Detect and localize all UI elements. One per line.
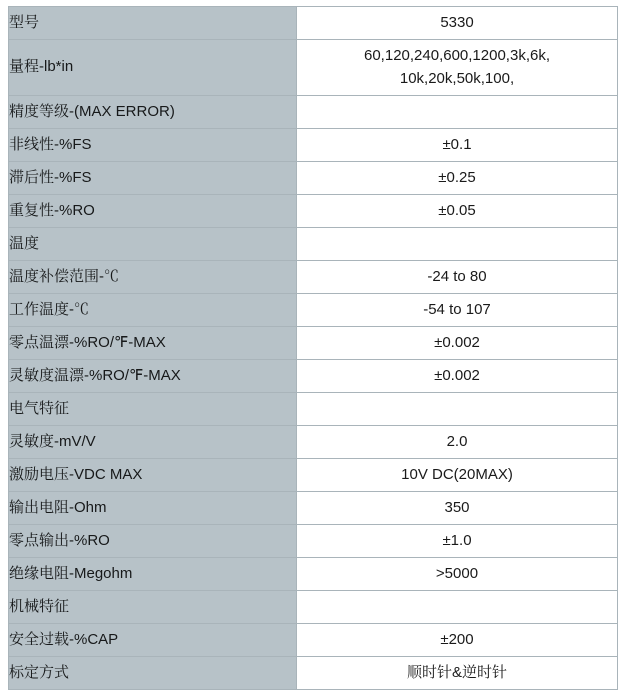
row-label: 电气特征 [9, 392, 297, 425]
table-row [9, 458, 618, 491]
row-label: 温度 [9, 227, 297, 260]
table-row [9, 194, 618, 227]
row-value: ±0.1 [297, 128, 618, 161]
row-label: 零点温漂-%RO/℉-MAX [9, 326, 297, 359]
row-value: ±0.25 [297, 161, 618, 194]
row-value [297, 40, 618, 96]
table-row [9, 326, 618, 359]
row-value: 2.0 [297, 425, 618, 458]
row-label: 工作温度-℃ [9, 293, 297, 326]
table-row [9, 293, 618, 326]
specification-table-body [9, 7, 618, 690]
table-row [9, 260, 618, 293]
row-value [297, 590, 618, 623]
row-label: 安全过载-%CAP [9, 623, 297, 656]
row-label: 标定方式 [9, 656, 297, 689]
row-label: 输出电阻-Ohm [9, 491, 297, 524]
row-label: 机械特征 [9, 590, 297, 623]
row-value-line: 10k,20k,50k,100, [399, 70, 515, 88]
row-label: 精度等级-(MAX ERROR) [9, 95, 297, 128]
row-value [297, 227, 618, 260]
row-value: ±0.002 [297, 326, 618, 359]
row-label: 温度补偿范围-℃ [9, 260, 297, 293]
row-label: 激励电压-VDC MAX [9, 458, 297, 491]
row-value: 10V DC(20MAX) [297, 458, 618, 491]
row-value [297, 392, 618, 425]
row-label: 灵敏度-mV/V [9, 425, 297, 458]
table-row [9, 161, 618, 194]
row-label: 灵敏度温漂-%RO/℉-MAX [9, 359, 297, 392]
table-row [9, 392, 618, 425]
row-label: 量程-lb*in [9, 40, 297, 96]
row-value: 5330 [297, 7, 618, 40]
row-label: 重复性-%RO [9, 194, 297, 227]
specification-table [8, 6, 618, 690]
row-value: 350 [297, 491, 618, 524]
row-value: ±200 [297, 623, 618, 656]
row-value: ±1.0 [297, 524, 618, 557]
table-row [9, 359, 618, 392]
table-row [9, 491, 618, 524]
row-label: 零点输出-%RO [9, 524, 297, 557]
row-value: 顺时针&逆时针 [297, 656, 618, 689]
row-value: ±0.002 [297, 359, 618, 392]
table-row [9, 590, 618, 623]
table-row [9, 425, 618, 458]
row-label: 滞后性-%FS [9, 161, 297, 194]
row-value: -54 to 107 [297, 293, 618, 326]
table-row [9, 623, 618, 656]
table-row [9, 656, 618, 689]
row-value: >5000 [297, 557, 618, 590]
row-label: 非线性-%FS [9, 128, 297, 161]
table-row [9, 7, 618, 40]
table-row [9, 95, 618, 128]
table-row [9, 524, 618, 557]
row-label: 型号 [9, 7, 297, 40]
table-row [9, 40, 618, 96]
table-row [9, 128, 618, 161]
row-label: 绝缘电阻-Megohm [9, 557, 297, 590]
row-value-line: 60,120,240,600,1200,3k,6k, [364, 47, 550, 64]
table-row [9, 227, 618, 260]
table-row [9, 557, 618, 590]
row-value: -24 to 80 [297, 260, 618, 293]
row-value: ±0.05 [297, 194, 618, 227]
row-value [297, 95, 618, 128]
